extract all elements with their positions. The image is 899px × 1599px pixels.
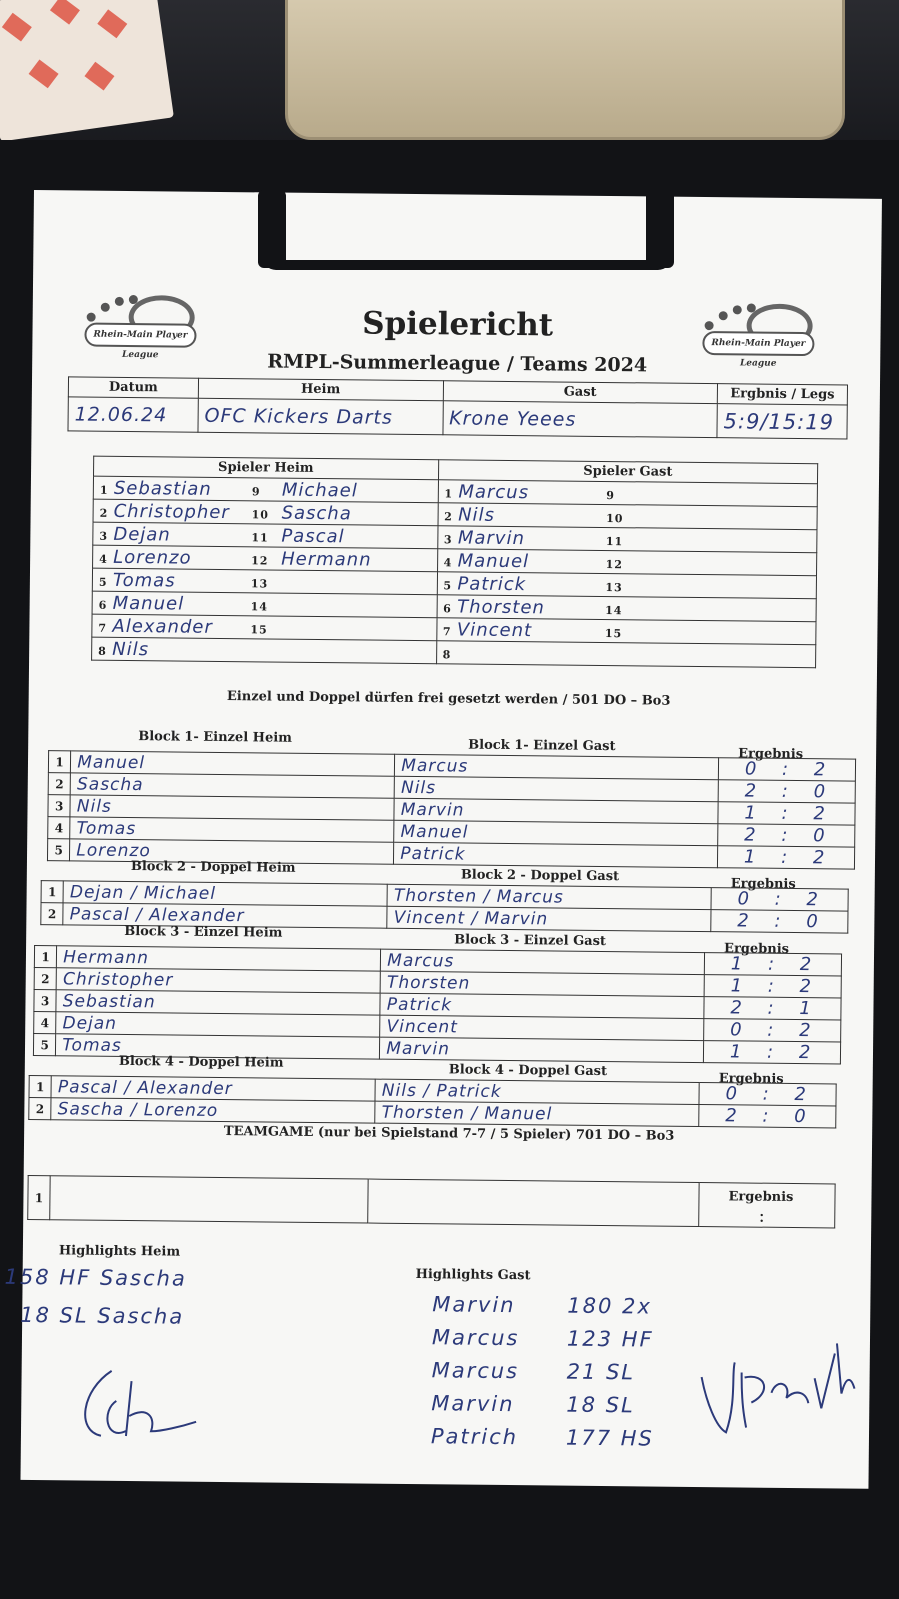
home-player-cell: 8 Nils — [92, 637, 437, 664]
row-number: 3 — [48, 795, 70, 817]
home-player: Dejan — [56, 1012, 380, 1037]
home-player-name-2: Michael — [281, 479, 358, 501]
guest-player-cell: 6 Thorsten 14 — [437, 595, 817, 622]
guest-player-name: Vincent — [456, 618, 533, 641]
block-result-label: Ergebnis — [730, 876, 796, 893]
block-table — [47, 750, 856, 869]
guest-player: Nils / Patrick — [375, 1079, 699, 1104]
teamgame-label: TEAMGAME (nur bei Spielstand 7-7 / 5 Spieler) 701 DO – Bo3 — [223, 1124, 675, 1144]
guest-player-cell: 2 Nils 10 — [438, 503, 818, 530]
block-home-label: Block 4 - Doppel Heim — [118, 1053, 284, 1071]
teamgame-score: : — [698, 1183, 835, 1228]
home-player-name-2: Pascal — [281, 525, 345, 547]
home-label: Heim — [198, 378, 443, 401]
row-number: 1 — [41, 881, 63, 903]
match-score: 1 : 2 — [705, 953, 842, 976]
match-score: 1 : 2 — [718, 802, 855, 825]
guest-player-cell: 1 Marcus 9 — [438, 480, 818, 507]
guest-player-cell: 5 Patrick 13 — [437, 572, 817, 599]
home-player-name: Sebastian — [113, 477, 212, 500]
row-number: 1 — [48, 751, 70, 773]
row-number: 2 — [29, 1097, 51, 1119]
home-player-cell: 5 Tomas 13 — [92, 568, 437, 595]
block-guest-label: Block 1- Einzel Gast — [468, 737, 616, 755]
guest-player: Marvin — [380, 1037, 704, 1062]
guest-player: Thorsten / Marcus — [387, 884, 711, 909]
guest-player-name: Nils — [458, 503, 496, 526]
teamgame-result-label: Ergebnis — [728, 1189, 794, 1206]
block-result-label: Ergebnis — [724, 941, 790, 957]
sheet-subtitle: RMPL-Summerleague / Teams 2024 — [267, 350, 648, 377]
home-players-label: Spieler Heim — [94, 456, 439, 480]
guest-player: Nils — [394, 776, 718, 801]
match-score: 2 : 0 — [718, 824, 855, 847]
napkin — [0, 0, 174, 141]
guest-highlight-value: 180 2x — [567, 1293, 653, 1319]
sheet-title: Spielericht — [361, 305, 554, 344]
block-guest-label: Block 2 - Doppel Gast — [460, 867, 620, 885]
home-player-name: Lorenzo — [113, 546, 192, 569]
highlights-home-label: Highlights Heim — [58, 1243, 181, 1260]
home-player: Sascha — [70, 773, 394, 798]
row-number: 2 — [41, 903, 63, 925]
guest-player-name: Patrick — [457, 572, 527, 595]
guest-player: Vincent / Marvin — [387, 906, 711, 931]
match-score: 1 : 2 — [704, 975, 841, 998]
row-number: 4 — [48, 817, 70, 839]
row-number: 5 — [33, 1034, 55, 1056]
home-player: Nils — [70, 795, 394, 820]
clip-hinge-left — [258, 190, 286, 268]
date-label: Datum — [68, 377, 198, 398]
final-result: 5:9/15:19 — [717, 404, 847, 439]
logo-text: Rhein-Main Player League — [702, 331, 814, 356]
clip-hinge-right — [646, 190, 674, 268]
guest-player: Vincent — [380, 1015, 704, 1040]
home-team: OFC Kickers Darts — [198, 398, 443, 435]
block-home-label: Block 3 - Einzel Heim — [124, 923, 283, 941]
guest-player: Patrick — [394, 842, 718, 867]
home-player: Manuel — [71, 751, 395, 776]
row-number: 4 — [34, 1012, 56, 1034]
block-result-label: Ergebnis — [738, 746, 804, 763]
teamgame-guest — [368, 1179, 699, 1226]
score-sheet — [4, 190, 881, 1489]
home-player: Tomas — [70, 817, 394, 842]
home-player-name: Dejan — [113, 523, 171, 545]
home-player-name: Manuel — [112, 592, 185, 615]
row-number: 5 — [47, 839, 69, 861]
block-table — [28, 1075, 836, 1128]
guest-highlight-value: 18 SL — [566, 1392, 635, 1418]
block-result-label: Ergebnis — [718, 1071, 784, 1087]
block-table — [33, 945, 842, 1064]
home-player-cell: 2 Christopher 10 Sascha — [93, 499, 438, 526]
home-player-name: Tomas — [112, 569, 176, 592]
guest-highlight-player: Marcus — [431, 1325, 520, 1351]
match-score: 0 : 2 — [699, 1083, 836, 1106]
home-player-name: Alexander — [112, 615, 213, 638]
home-player-cell: 1 Sebastian 9 Michael — [93, 476, 438, 503]
guest-team: Krone Yeees — [442, 401, 717, 438]
guest-player: Patrick — [380, 993, 704, 1018]
guest-highlight-player: Marvin — [431, 1391, 515, 1417]
rules-note: Einzel und Doppel dürfen frei gesetzt werden / 501 DO – Bo3 — [226, 689, 671, 709]
signature-home — [71, 1360, 212, 1451]
teamgame-table — [27, 1175, 835, 1228]
block-guest-label: Block 4 - Doppel Gast — [448, 1062, 608, 1080]
block-home-label: Block 2 - Doppel Heim — [130, 859, 296, 876]
guest-player-name: Marcus — [458, 480, 530, 503]
guest-highlight-player: Marvin — [432, 1292, 516, 1318]
home-player-name-2: Hermann — [281, 548, 372, 571]
guest-player: Thorsten — [380, 971, 704, 996]
match-score: 2 : 0 — [711, 910, 848, 933]
home-player-cell: 3 Dejan 11 Pascal — [93, 522, 438, 549]
row-number: 3 — [34, 990, 56, 1012]
guest-player: Thorsten / Manuel — [375, 1101, 699, 1126]
home-player: Sebastian — [56, 990, 380, 1015]
clipboard-clip — [262, 178, 672, 270]
home-player-name: Christopher — [113, 500, 230, 523]
guest-player-name — [457, 658, 597, 659]
teamgame-home — [50, 1176, 368, 1223]
match-score: 2 : 0 — [718, 780, 855, 803]
match-score: 1 : 2 — [704, 1041, 841, 1064]
row-number: 2 — [34, 968, 56, 990]
logo-text: Rhein-Main Player League — [84, 323, 196, 348]
date-value: 12.06.24 — [68, 397, 198, 432]
guest-player: Manuel — [394, 820, 718, 845]
signature-guest — [696, 1332, 857, 1444]
guest-player: Marvin — [394, 798, 718, 823]
guest-highlight-player: Patrich — [430, 1424, 519, 1450]
home-player-cell: 6 Manuel 14 — [92, 591, 437, 618]
home-player-name-2: Sascha — [281, 502, 352, 524]
home-player-cell: 4 Lorenzo 12 Hermann — [93, 545, 438, 572]
home-player: Christopher — [56, 968, 380, 993]
home-player: Sascha / Lorenzo — [51, 1098, 375, 1123]
block-home-label: Block 1- Einzel Heim — [138, 729, 293, 746]
guest-player: Marcus — [381, 949, 705, 974]
match-score: 0 : 2 — [711, 888, 848, 911]
league-logo-left — [78, 290, 204, 363]
guest-player-cell: 8 — [436, 641, 816, 668]
home-player: Pascal / Alexander — [63, 903, 387, 928]
match-score: 2 : 1 — [704, 997, 841, 1020]
guest-highlight-value: 21 SL — [566, 1359, 636, 1385]
home-player: Lorenzo — [70, 839, 394, 864]
home-player: Pascal / Alexander — [51, 1076, 375, 1101]
match-score: 1 : 2 — [718, 846, 855, 869]
row-number: 1 — [29, 1075, 51, 1097]
home-highlight: 18 SL Sascha — [20, 1302, 185, 1329]
guest-label: Gast — [443, 381, 718, 404]
guest-player-cell: 7 Vincent 15 — [436, 618, 816, 645]
guest-player-cell: 3 Marvin 11 — [437, 526, 817, 553]
league-logo-right — [696, 299, 822, 372]
guest-player-name: Marvin — [457, 526, 526, 549]
home-player: Dejan / Michael — [63, 881, 387, 906]
block-guest-label: Block 3 - Einzel Gast — [454, 932, 607, 950]
result-label: Ergbnis / Legs — [717, 384, 847, 405]
match-score: 2 : 0 — [699, 1105, 836, 1128]
guest-players-label: Spieler Gast — [438, 460, 818, 484]
guest-player: Marcus — [395, 754, 719, 779]
guest-player-cell: 4 Manuel 12 — [437, 549, 817, 576]
match-info-table — [67, 376, 848, 439]
players-table — [91, 456, 818, 669]
guest-player-name: Manuel — [457, 549, 530, 572]
home-player-cell: 7 Alexander 15 — [92, 614, 437, 641]
home-player: Hermann — [57, 946, 381, 971]
home-highlight: 158 HF Sascha — [4, 1264, 187, 1291]
highlights-guest-label: Highlights Gast — [415, 1267, 531, 1284]
row-number: 2 — [48, 773, 70, 795]
home-player: Tomas — [56, 1034, 380, 1059]
row-number: 1 — [28, 1175, 51, 1219]
home-player-name: Nils — [112, 638, 150, 660]
guest-highlight-player: Marcus — [431, 1358, 520, 1384]
guest-player-name: Thorsten — [457, 595, 546, 618]
row-number: 1 — [34, 946, 56, 968]
match-score: 0 : 2 — [719, 758, 856, 781]
plastic-container — [285, 0, 845, 140]
match-score: 0 : 2 — [704, 1019, 841, 1042]
guest-highlight-value: 123 HF — [566, 1326, 654, 1352]
guest-highlight-value: 177 HS — [565, 1425, 654, 1451]
